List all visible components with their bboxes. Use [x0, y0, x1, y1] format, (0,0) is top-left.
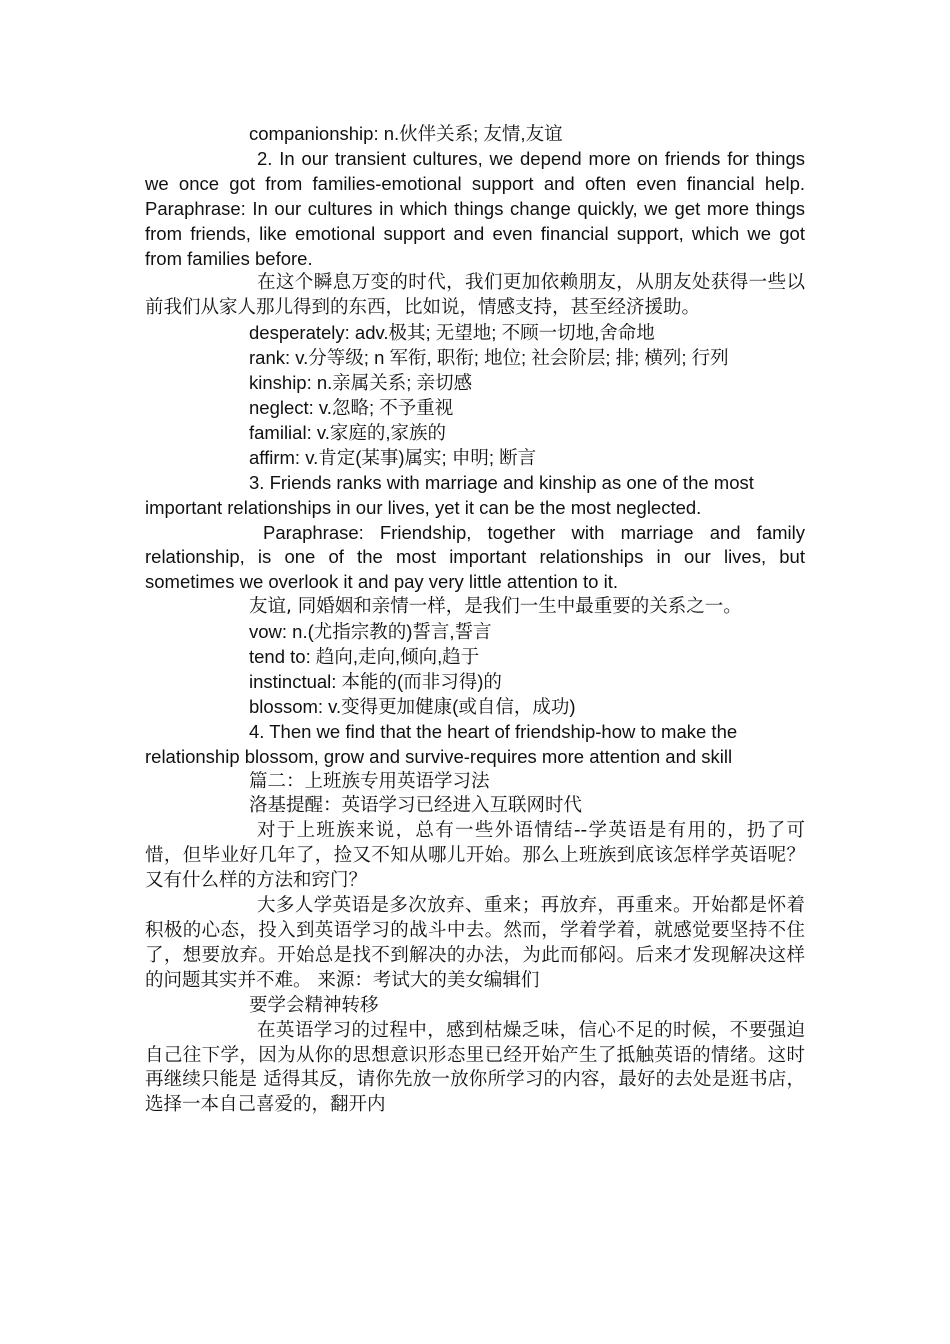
translation-point-2: 在这个瞬息万变的时代，我们更加依赖朋友，从朋友处获得一些以前我们从家人那儿得到的东西，比如说，情感支持，甚至经济援助。 [145, 272, 805, 319]
paragraph-point-3: 3. Friends ranks with marriage and kinship as one of the most important relationships in our lives, yet it can be the most neglected. [145, 471, 754, 518]
paragraph-point-2: 2. In our transient cultures, we depend more on friends for things we once got from families-emotional support and often even financial help. Paraphrase: In our cultures in which things change quickly, we get more things from friends, like emotional support and even financial support, which we got from families before. [145, 147, 805, 269]
vocab-desperately: desperately: adv.极其; 无望地; 不顾一切地,舍命地 [249, 322, 655, 344]
vocab-rank: rank: v.分等级; n 军衔, 职衔; 地位; 社会阶层; 排; 横列; 行列 [249, 347, 729, 369]
paragraph-intro: 对于上班族来说，总有一些外语情结--学英语是有用的，扔了可惜，但毕业好几年了，捡又不知从哪儿开始。那么上班族到底该怎样学英语呢？又有什么样的方法和窍门？ [145, 820, 805, 892]
vocab-vow: vow: n.(尤指宗教的)誓言,誓言 [249, 621, 492, 643]
section-heading: 篇二：上班族专用英语学习法 [249, 770, 490, 792]
document-body [145, 122, 805, 1118]
paraphrase-point-3: Paraphrase: Friendship, together with marriage and family relationship, is one of the most important relationships in our lives, but sometimes we overlook it and pay very little attention to it. [145, 521, 805, 593]
subheading-mental-shift: 要学会精神转移 [249, 994, 379, 1016]
reminder-line: 洛基提醒：英语学习已经进入互联网时代 [249, 795, 583, 817]
paragraph-point-4: 4. Then we find that the heart of friendship-how to make the relationship blossom, grow and survive-requires more attention and skill [145, 720, 738, 767]
vocab-kinship: kinship: n.亲属关系; 亲切感 [249, 372, 473, 394]
translation-point-3: 友谊, 同婚姻和亲情一样，是我们一生中最重要的关系之一。 [249, 596, 742, 618]
vocab-affirm: affirm: v.肯定(某事)属实; 申明; 断言 [249, 446, 537, 468]
vocab-instinctual: instinctual: 本能的(而非习得)的 [249, 670, 502, 692]
vocab-blossom: blossom: v.变得更加健康(或自信，成功) [249, 695, 576, 717]
vocab-companionship: companionship: n.伙伴关系; 友情,友谊 [249, 123, 563, 144]
paragraph-mental-shift: 在英语学习的过程中，感到枯燥乏味，信心不足的时候，不要强迫自己往下学，因为从你的思想意识形态里已经开始产生了抵触英语的情绪。这时再继续只能是 适得其反，请你先放一放你所学习的内容，最好的去处是逛书店，选择一本自己喜爱的，翻开内 [145, 1019, 805, 1116]
vocab-familial: familial: v.家庭的,家族的 [249, 421, 447, 443]
vocab-neglect: neglect: v.忽略; 不予重视 [249, 396, 454, 418]
paragraph-giving-up: 大多人学英语是多次放弃、重来；再放弃，再重来。开始都是怀着积极的心态，投入到英语学习的战斗中去。然而，学着学着，就感觉要坚持不住了，想要放弃。开始总是找不到解决的办法，为此而郁闷。后来才发现解决这样的问题其实并不难。 来源：考试大的美女编辑们 [145, 895, 805, 991]
vocab-tend-to: tend to: 趋向,走向,倾向,趋于 [249, 646, 480, 668]
